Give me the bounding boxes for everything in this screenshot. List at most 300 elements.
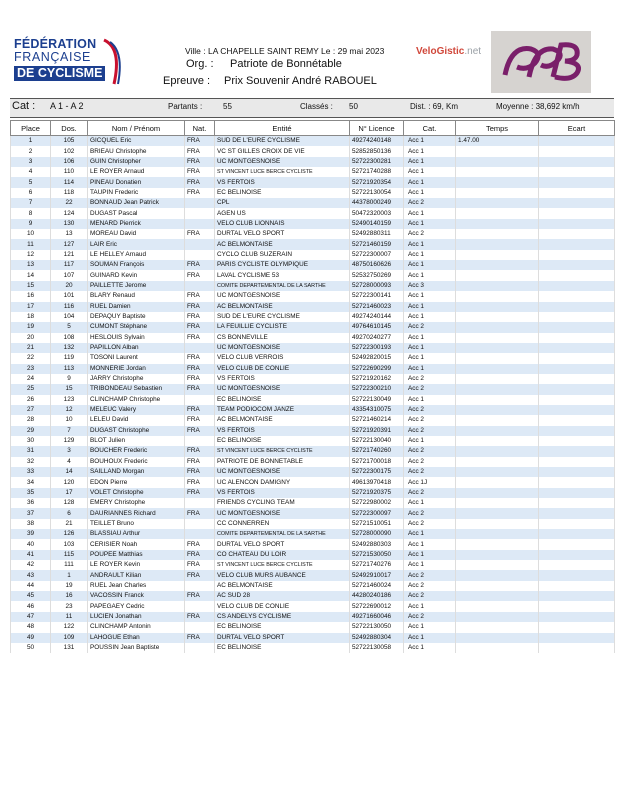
table-row [11,353,615,363]
cell-name: LE ROYER Arnaud [88,167,185,177]
cell-place: 32 [11,457,51,467]
cell-entite: CPL [215,198,350,208]
cell-temps [456,633,539,643]
logo-line-3: DE CYCLISME [14,66,105,81]
cell-nat: FRA [185,550,215,560]
cell-nat: FRA [185,415,215,425]
cell-place: 25 [11,384,51,394]
table-row [11,539,615,549]
cell-ecart [539,477,615,487]
category-bar [10,98,614,118]
cell-place: 22 [11,353,51,363]
column-header: Cat. [404,121,456,136]
table-header [11,121,615,136]
cell-ecart [539,302,615,312]
cell-dossard: 21 [51,519,88,529]
cell-name: GUINARD Kevin [88,270,185,280]
cell-cat: Acc 3 [404,281,456,291]
cell-licence: 52722300097 [350,508,404,518]
cell-place: 37 [11,508,51,518]
cell-dossard: 107 [51,270,88,280]
cell-licence: 44378000249 [350,198,404,208]
cell-entite: ST VINCENT LUCE BERCE CYCLISTE [215,560,350,570]
cell-temps [456,333,539,343]
cell-nat [185,529,215,539]
classes-value: 50 [349,102,358,111]
cell-name: DAURIANNES Richard [88,508,185,518]
cell-ecart [539,581,615,591]
cell-nat [185,601,215,611]
cell-dossard: 23 [51,601,88,611]
cell-cat: Acc 1 [404,498,456,508]
cell-nat: FRA [185,374,215,384]
cell-cat: Acc 2 [404,519,456,529]
cell-nat: FRA [185,136,215,147]
cell-ecart [539,633,615,643]
cell-place: 48 [11,622,51,632]
cell-ecart [539,353,615,363]
cell-nat: FRA [185,591,215,601]
cell-name: LAHOGUE Ethan [88,633,185,643]
cell-dossard: 130 [51,219,88,229]
cell-name: PAILLETTE Jerome [88,281,185,291]
cell-nat: FRA [185,560,215,570]
cell-licence: 52852850136 [350,146,404,156]
cell-place: 12 [11,250,51,260]
cell-nat: FRA [185,384,215,394]
cell-cat: Acc 1 [404,343,456,353]
cell-cat: Acc 1 [404,157,456,167]
cell-nat: FRA [185,302,215,312]
org-value: Patriote de Bonnétable [230,58,342,70]
cell-entite: CO CHATEAU DU LOIR [215,550,350,560]
cell-temps [456,229,539,239]
cell-temps [456,612,539,622]
ffc-logo [14,38,124,86]
cell-place: 41 [11,550,51,560]
cell-licence: 52721460024 [350,581,404,591]
cell-place: 14 [11,270,51,280]
cell-entite: SUD DE L'EURE CYCLISME [215,136,350,147]
table-row [11,633,615,643]
cell-licence: 43354310075 [350,405,404,415]
cell-name: EDON Pierre [88,477,185,487]
table-row [11,291,615,301]
cell-nat: FRA [185,333,215,343]
cell-ecart [539,446,615,456]
cell-ecart [539,384,615,394]
cell-dossard: 128 [51,498,88,508]
cell-dossard: 9 [51,374,88,384]
cell-dossard: 101 [51,291,88,301]
cell-temps [456,539,539,549]
cell-licence: 52722130040 [350,436,404,446]
cell-place: 50 [11,643,51,653]
cell-name: ANDRAULT Kilian [88,570,185,580]
cell-dossard: 111 [51,560,88,570]
cell-temps [456,312,539,322]
table-row [11,364,615,374]
cell-licence: 52721920162 [350,374,404,384]
cell-temps [456,477,539,487]
cell-cat: Acc 1 [404,550,456,560]
cell-licence: 52492880304 [350,633,404,643]
cell-temps [456,281,539,291]
cell-nat [185,643,215,653]
cell-ecart [539,519,615,529]
cell-dossard: 22 [51,198,88,208]
cell-name: POUSSIN Jean Baptiste [88,643,185,653]
cell-temps [456,177,539,187]
cell-place: 16 [11,291,51,301]
cell-cat: Acc 1 [404,312,456,322]
cell-name: CLINCHAMP Christophe [88,395,185,405]
cell-nat: FRA [185,539,215,549]
cell-name: RUEL Jean Charles [88,581,185,591]
column-header: Nom / Prénom [88,121,185,136]
cell-ecart [539,167,615,177]
cell-temps [456,157,539,167]
cell-ecart [539,188,615,198]
cell-dossard: 10 [51,415,88,425]
cell-licence: 52721460214 [350,415,404,425]
cell-place: 21 [11,343,51,353]
cell-temps [456,405,539,415]
cell-temps [456,364,539,374]
cell-temps [456,384,539,394]
table-row [11,529,615,539]
cell-place: 7 [11,198,51,208]
cell-nat: FRA [185,353,215,363]
cell-cat: Acc 2 [404,591,456,601]
cell-dossard: 118 [51,188,88,198]
cell-ecart [539,333,615,343]
cell-nat [185,395,215,405]
cell-place: 18 [11,312,51,322]
cell-licence: 52721920391 [350,426,404,436]
cell-licence: 52721740276 [350,560,404,570]
cell-ecart [539,539,615,549]
cell-place: 17 [11,302,51,312]
cell-cat: Acc 2 [404,322,456,332]
cell-entite: VELO CLUB LIONNAIS [215,219,350,229]
cell-temps [456,519,539,529]
cell-licence: 52492910017 [350,570,404,580]
cell-cat: Acc 2 [404,405,456,415]
table-row [11,519,615,529]
cell-name: TAUPIN Frederic [88,188,185,198]
velogistic-brand [416,46,481,57]
cell-name: BONNAUD Jean Patrick [88,198,185,208]
cell-name: DUGAST Pascal [88,208,185,218]
cell-dossard: 20 [51,281,88,291]
cell-cat: Acc 1 [404,633,456,643]
cell-nat [185,281,215,291]
cell-dossard: 106 [51,157,88,167]
cell-licence: 52721530050 [350,550,404,560]
cell-dossard: 104 [51,312,88,322]
cell-entite: EC BELINOISE [215,643,350,653]
cell-place: 8 [11,208,51,218]
cell-licence: 52728000090 [350,529,404,539]
cell-place: 1 [11,136,51,147]
cell-ecart [539,250,615,260]
cell-nat: FRA [185,488,215,498]
cell-temps [456,622,539,632]
cell-entite: VELO CLUB MURS AUBANCE [215,570,350,580]
cell-dossard: 1 [51,570,88,580]
cell-entite: CS BONNEVILLE [215,333,350,343]
cell-entite: UC MONTGESNOISE [215,467,350,477]
cell-cat: Acc 1 [404,219,456,229]
cell-name: PAPILLON Alban [88,343,185,353]
cell-name: BLOT Julien [88,436,185,446]
cell-entite: AC BELMONTAISE [215,581,350,591]
cell-cat: Acc 2 [404,374,456,384]
cell-ecart [539,343,615,353]
cell-nat: FRA [185,612,215,622]
cell-licence: 52721460023 [350,302,404,312]
cell-licence: 52722300193 [350,343,404,353]
cell-nat: FRA [185,633,215,643]
cell-entite: DURTAL VELO SPORT [215,633,350,643]
cell-temps [456,560,539,570]
cell-entite: TEAM PODIOCOM JANZE [215,405,350,415]
cell-cat: Acc 1 [404,239,456,249]
table-row [11,395,615,405]
cell-cat: Acc 1 [404,353,456,363]
cell-place: 15 [11,281,51,291]
cell-dossard: 16 [51,591,88,601]
table-row [11,260,615,270]
cell-dossard: 129 [51,436,88,446]
cell-ecart [539,457,615,467]
cell-nat [185,581,215,591]
cell-entite: VS FERTOIS [215,177,350,187]
cell-nat: FRA [185,477,215,487]
cell-name: TOSONI Laurent [88,353,185,363]
cell-ecart [539,612,615,622]
cell-entite: VS FERTOIS [215,374,350,384]
cell-nat [185,436,215,446]
cell-name: DUGAST Christophe [88,426,185,436]
cell-ecart [539,374,615,384]
cell-temps [456,250,539,260]
table-row [11,601,615,611]
cell-entite: AC BELMONTAISE [215,415,350,425]
cell-licence: 52722130050 [350,622,404,632]
table-row [11,167,615,177]
table-row [11,477,615,487]
cell-entite: CS ANDELYS CYCLISME [215,612,350,622]
cell-nat: FRA [185,508,215,518]
ffc-swoosh-icon [102,38,124,86]
cell-dossard: 12 [51,405,88,415]
cell-place: 39 [11,529,51,539]
cell-entite: VS FERTOIS [215,426,350,436]
cell-dossard: 119 [51,353,88,363]
cell-cat: Acc 1 [404,302,456,312]
table-row [11,208,615,218]
cell-cat: Acc 2 [404,198,456,208]
cell-cat: Acc 1 [404,291,456,301]
cell-ecart [539,498,615,508]
cell-licence: 52722300007 [350,250,404,260]
cell-cat: Acc 1 [404,167,456,177]
cell-dossard: 113 [51,364,88,374]
cell-nat: FRA [185,167,215,177]
table-row [11,146,615,156]
cell-name: VACOSSIN Franck [88,591,185,601]
column-header: Entité [215,121,350,136]
cell-dossard: 116 [51,302,88,312]
cell-entite: VC ST GILLES CROIX DE VIE [215,146,350,156]
cell-licence: 52492880311 [350,229,404,239]
cell-name: GUIN Christopher [88,157,185,167]
table-row [11,612,615,622]
cell-nat: FRA [185,312,215,322]
cell-name: JARRY Christophe [88,374,185,384]
cell-entite: UC MONTGESNOISE [215,157,350,167]
cell-place: 19 [11,322,51,332]
table-row [11,322,615,332]
cell-cat: Acc 2 [404,229,456,239]
cell-place: 28 [11,415,51,425]
cell-dossard: 114 [51,177,88,187]
cell-dossard: 120 [51,477,88,487]
cell-nat: FRA [185,426,215,436]
cell-entite: VELO CLUB VERROIS [215,353,350,363]
table-row [11,622,615,632]
cell-name: BRIEAU Christophe [88,146,185,156]
table-row [11,239,615,249]
cell-ecart [539,508,615,518]
cell-entite: AC BELMONTAISE [215,239,350,249]
cell-temps [456,219,539,229]
cell-dossard: 19 [51,581,88,591]
cell-cat: Acc 1 [404,436,456,446]
cell-name: CERISIER Noah [88,539,185,549]
table-row [11,591,615,601]
cell-dossard: 11 [51,612,88,622]
cell-entite: COMITE DEPARTEMENTAL DE LA SARTHE [215,281,350,291]
cell-nat [185,208,215,218]
partants-value: 55 [223,102,232,111]
cell-place: 23 [11,364,51,374]
table-row [11,219,615,229]
cell-entite: SUD DE L'EURE CYCLISME [215,312,350,322]
cell-name: CLINCHAMP Antonin [88,622,185,632]
cell-cat: Acc 1 [404,177,456,187]
table-row [11,177,615,187]
cell-licence: 52722130058 [350,643,404,653]
cell-cat: Acc 1J [404,477,456,487]
cell-nat [185,198,215,208]
cell-ecart [539,198,615,208]
cell-place: 44 [11,581,51,591]
cell-ecart [539,622,615,632]
cell-temps [456,570,539,580]
cell-entite: EC BELINOISE [215,395,350,405]
cell-temps [456,591,539,601]
cell-dossard: 102 [51,146,88,156]
table-row [11,384,615,394]
cell-entite: VELO CLUB DE CONLIE [215,364,350,374]
cell-temps [456,488,539,498]
cell-name: BOUCHER Frederic [88,446,185,456]
table-row [11,405,615,415]
cell-licence: 52722300141 [350,291,404,301]
cell-nat: FRA [185,229,215,239]
cell-temps [456,208,539,218]
cell-ecart [539,239,615,249]
cell-ecart [539,436,615,446]
club-logo [491,31,591,93]
cell-temps [456,529,539,539]
cell-ecart [539,322,615,332]
cell-place: 13 [11,260,51,270]
cell-nat [185,219,215,229]
column-header: Temps [456,121,539,136]
cell-dossard: 17 [51,488,88,498]
cell-place: 45 [11,591,51,601]
cell-nat [185,250,215,260]
cell-temps [456,353,539,363]
cell-name: CUMONT Stéphane [88,322,185,332]
cell-temps [456,643,539,653]
cell-nat: FRA [185,364,215,374]
cell-nat: FRA [185,405,215,415]
cell-dossard: 117 [51,260,88,270]
partants-label: Partants : [168,102,203,111]
cell-entite: LA FEUILLIE CYCLISTE [215,322,350,332]
cell-ecart [539,229,615,239]
cell-place: 43 [11,570,51,580]
cell-place: 4 [11,167,51,177]
cell-name: POUPEE Matthias [88,550,185,560]
cell-cat: Acc 1 [404,146,456,156]
table-row [11,446,615,456]
cell-cat: Acc 2 [404,457,456,467]
cell-ecart [539,426,615,436]
distance: Dist. : 69, Km [410,102,459,111]
table-row [11,488,615,498]
cell-cat: Acc 1 [404,260,456,270]
cell-cat: Acc 2 [404,426,456,436]
cell-entite: FRIENDS CYCLING TEAM [215,498,350,508]
cell-dossard: 109 [51,633,88,643]
cell-licence: 49270240277 [350,333,404,343]
cell-dossard: 126 [51,529,88,539]
cell-temps [456,322,539,332]
cell-cat: Acc 1 [404,270,456,280]
cell-dossard: 5 [51,322,88,332]
cell-dossard: 103 [51,539,88,549]
cell-nat: FRA [185,260,215,270]
cell-licence: 52721510051 [350,519,404,529]
cell-temps [456,508,539,518]
cell-licence: 49274240148 [350,136,404,147]
cell-cat: Acc 2 [404,467,456,477]
cell-place: 46 [11,601,51,611]
ville-line: Ville : LA CHAPELLE SAINT REMY Le : 29 mai 2023 [185,46,385,56]
table-row [11,281,615,291]
cell-dossard: 110 [51,167,88,177]
cell-entite: VS FERTOIS [215,488,350,498]
cell-name: RUEL Damien [88,302,185,312]
table-row [11,508,615,518]
cell-entite: AC SUD 28 [215,591,350,601]
